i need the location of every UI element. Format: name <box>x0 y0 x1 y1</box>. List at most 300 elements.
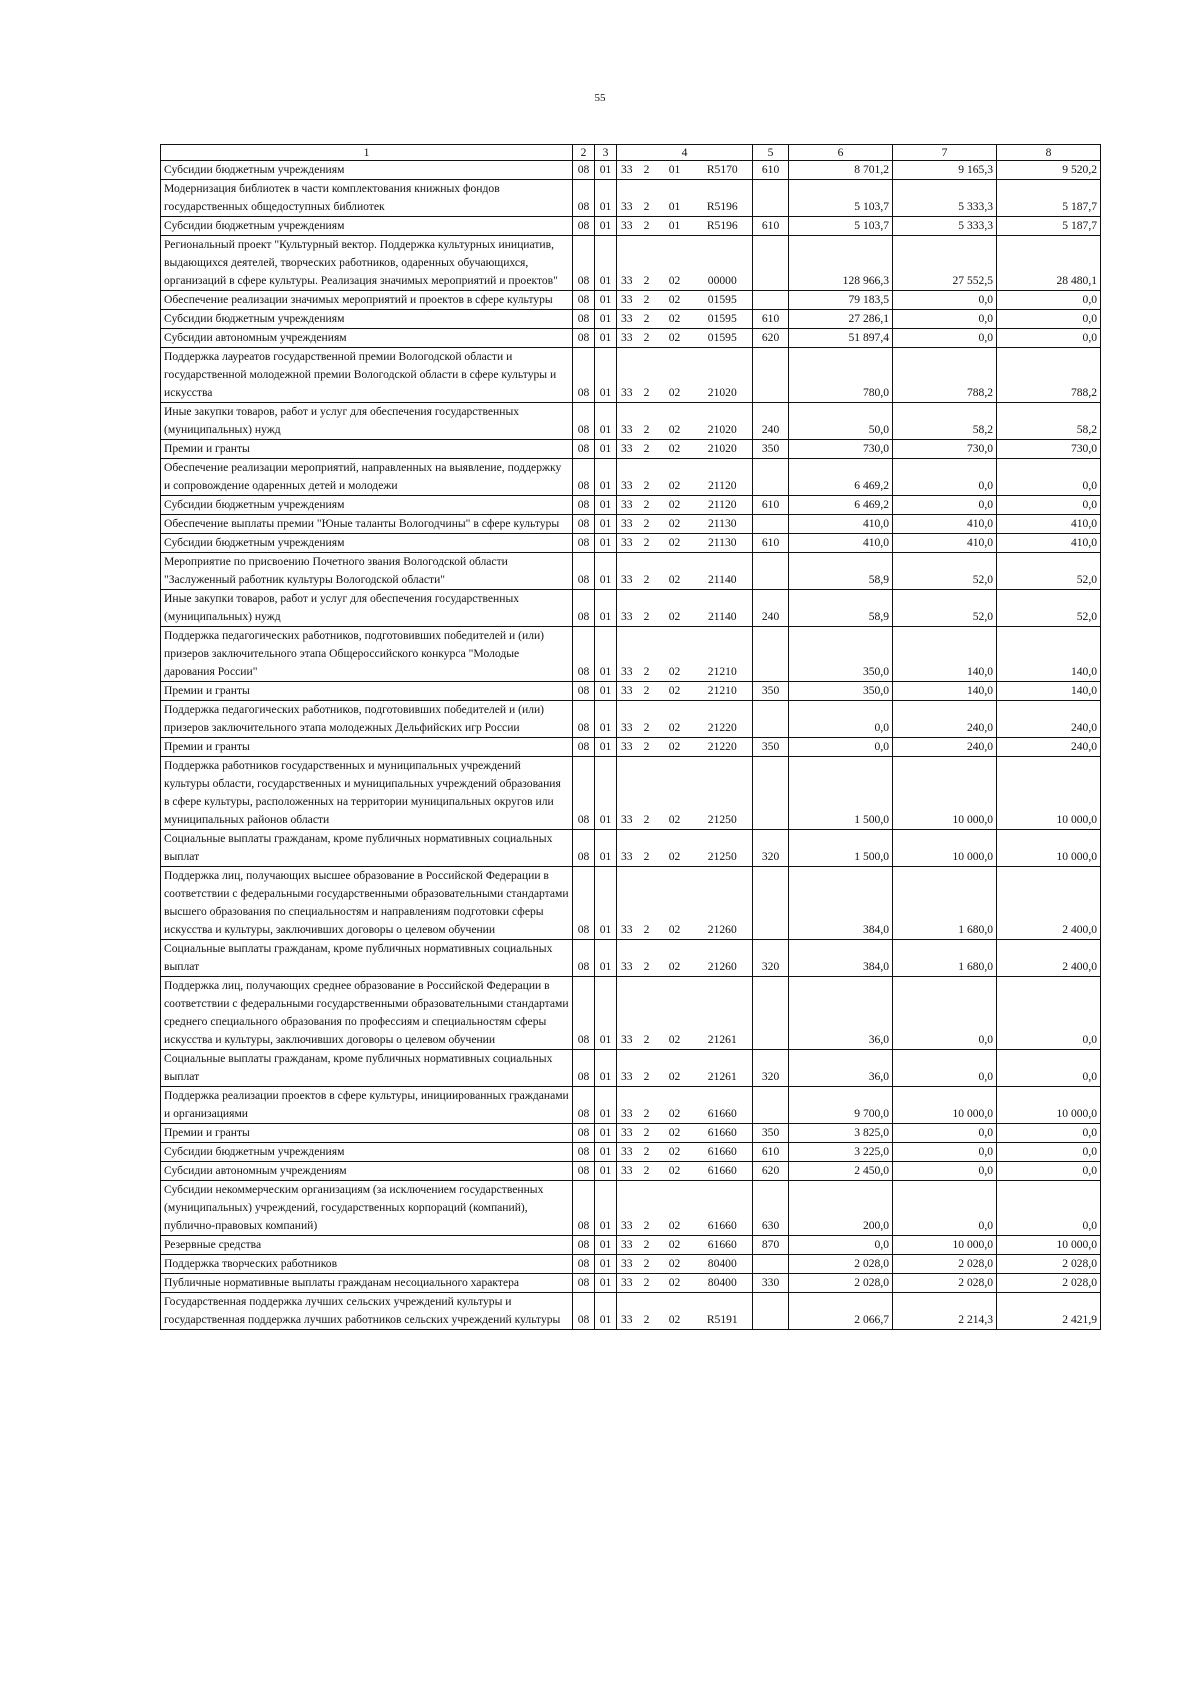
row-amount-3: 140,0 <box>997 627 1101 682</box>
row-direction: 21120 <box>693 496 753 515</box>
row-direction: 61660 <box>693 1124 753 1143</box>
row-amount-1: 350,0 <box>789 627 893 682</box>
row-amount-2: 52,0 <box>893 590 997 627</box>
row-program: 33 <box>617 310 637 329</box>
row-amount-1: 384,0 <box>789 867 893 940</box>
row-subsection: 01 <box>595 236 617 291</box>
column-header-8: 8 <box>997 145 1101 161</box>
row-amount-2: 1 680,0 <box>893 867 997 940</box>
row-section: 08 <box>573 348 595 403</box>
row-amount-3: 0,0 <box>997 496 1101 515</box>
row-program: 33 <box>617 515 637 534</box>
row-name: Премии и гранты <box>161 682 573 701</box>
row-subsection: 01 <box>595 440 617 459</box>
row-amount-3: 0,0 <box>997 1050 1101 1087</box>
row-expense-type <box>753 701 789 738</box>
row-name: Премии и гранты <box>161 738 573 757</box>
row-expense-type: 610 <box>753 310 789 329</box>
row-name: Премии и гранты <box>161 1124 573 1143</box>
row-amount-2: 9 165,3 <box>893 161 997 180</box>
row-subprogram: 2 <box>637 1255 657 1274</box>
table-row <box>161 217 1101 236</box>
row-amount-1: 0,0 <box>789 738 893 757</box>
row-direction: 80400 <box>693 1274 753 1293</box>
row-direction: 21260 <box>693 940 753 977</box>
row-amount-2: 10 000,0 <box>893 757 997 830</box>
row-amount-2: 10 000,0 <box>893 830 997 867</box>
row-subsection: 01 <box>595 1162 617 1181</box>
row-section: 08 <box>573 977 595 1050</box>
table-row <box>161 180 1101 217</box>
row-expense-type <box>753 348 789 403</box>
row-amount-1: 780,0 <box>789 348 893 403</box>
row-direction: 21020 <box>693 403 753 440</box>
row-amount-1: 200,0 <box>789 1181 893 1236</box>
row-name: Поддержка педагогических работников, подготовивших победителей и (или) призеров заключительного этапа молодежных Дельфийских игр России <box>161 701 573 738</box>
row-section: 08 <box>573 459 595 496</box>
row-subprogram: 2 <box>637 701 657 738</box>
row-name: Поддержка творческих работников <box>161 1255 573 1274</box>
row-amount-2: 0,0 <box>893 459 997 496</box>
row-expense-type: 330 <box>753 1274 789 1293</box>
row-subsection: 01 <box>595 1274 617 1293</box>
table-row <box>161 977 1101 1050</box>
row-amount-3: 240,0 <box>997 701 1101 738</box>
row-amount-1: 58,9 <box>789 590 893 627</box>
row-subprogram: 2 <box>637 1181 657 1236</box>
column-header-6: 6 <box>789 145 893 161</box>
column-header-1: 1 <box>161 145 573 161</box>
row-amount-2: 240,0 <box>893 701 997 738</box>
row-amount-1: 27 286,1 <box>789 310 893 329</box>
row-amount-3: 52,0 <box>997 553 1101 590</box>
row-subsection: 01 <box>595 161 617 180</box>
row-program: 33 <box>617 1236 637 1255</box>
row-program: 33 <box>617 161 637 180</box>
row-name: Субсидии бюджетным учреждениям <box>161 534 573 553</box>
row-expense-type: 610 <box>753 217 789 236</box>
row-amount-1: 50,0 <box>789 403 893 440</box>
row-section: 08 <box>573 682 595 701</box>
row-amount-2: 0,0 <box>893 310 997 329</box>
row-amount-3: 2 400,0 <box>997 940 1101 977</box>
row-subsection: 01 <box>595 459 617 496</box>
row-amount-3: 10 000,0 <box>997 757 1101 830</box>
row-expense-type <box>753 867 789 940</box>
row-program: 33 <box>617 403 637 440</box>
row-expense-type <box>753 459 789 496</box>
row-direction: 21210 <box>693 627 753 682</box>
row-program: 33 <box>617 1274 637 1293</box>
row-subprogram: 2 <box>637 496 657 515</box>
row-subsection: 01 <box>595 1236 617 1255</box>
table-row <box>161 940 1101 977</box>
row-amount-1: 2 028,0 <box>789 1255 893 1274</box>
row-project: 02 <box>657 627 693 682</box>
row-direction: 21020 <box>693 440 753 459</box>
row-name: Государственная поддержка лучших сельских учреждений культуры и государственная поддержка лучших работников сельских учреждений культуры <box>161 1293 573 1330</box>
table-row <box>161 161 1101 180</box>
row-expense-type <box>753 1255 789 1274</box>
table-row <box>161 440 1101 459</box>
row-subprogram: 2 <box>637 1274 657 1293</box>
row-amount-2: 240,0 <box>893 738 997 757</box>
row-amount-3: 9 520,2 <box>997 161 1101 180</box>
row-expense-type: 620 <box>753 1162 789 1181</box>
row-section: 08 <box>573 1236 595 1255</box>
row-expense-type: 350 <box>753 1124 789 1143</box>
row-name: Социальные выплаты гражданам, кроме публичных нормативных социальных выплат <box>161 1050 573 1087</box>
table-row <box>161 1050 1101 1087</box>
row-amount-2: 52,0 <box>893 553 997 590</box>
row-expense-type <box>753 180 789 217</box>
row-amount-1: 79 183,5 <box>789 291 893 310</box>
row-direction: 01595 <box>693 310 753 329</box>
row-direction: 00000 <box>693 236 753 291</box>
row-program: 33 <box>617 701 637 738</box>
row-amount-1: 5 103,7 <box>789 217 893 236</box>
row-subprogram: 2 <box>637 1087 657 1124</box>
table-row <box>161 1255 1101 1274</box>
row-amount-2: 410,0 <box>893 534 997 553</box>
row-expense-type: 320 <box>753 1050 789 1087</box>
table-row <box>161 682 1101 701</box>
row-project: 02 <box>657 1143 693 1162</box>
row-expense-type <box>753 757 789 830</box>
row-project: 02 <box>657 682 693 701</box>
row-subsection: 01 <box>595 515 617 534</box>
table-row <box>161 1181 1101 1236</box>
row-name: Субсидии бюджетным учреждениям <box>161 161 573 180</box>
row-program: 33 <box>617 627 637 682</box>
row-subprogram: 2 <box>637 1050 657 1087</box>
table-row <box>161 1143 1101 1162</box>
row-amount-2: 10 000,0 <box>893 1236 997 1255</box>
row-direction: 21140 <box>693 553 753 590</box>
row-project: 02 <box>657 1293 693 1330</box>
row-name: Поддержка реализации проектов в сфере культуры, инициированных гражданами и организациями <box>161 1087 573 1124</box>
row-amount-1: 730,0 <box>789 440 893 459</box>
row-amount-3: 0,0 <box>997 1124 1101 1143</box>
row-subprogram: 2 <box>637 1143 657 1162</box>
row-section: 08 <box>573 236 595 291</box>
row-subsection: 01 <box>595 701 617 738</box>
row-subprogram: 2 <box>637 310 657 329</box>
row-expense-type: 350 <box>753 440 789 459</box>
row-section: 08 <box>573 440 595 459</box>
row-subsection: 01 <box>595 496 617 515</box>
page-number: 55 <box>594 92 606 104</box>
row-subsection: 01 <box>595 534 617 553</box>
table-row <box>161 310 1101 329</box>
row-program: 33 <box>617 180 637 217</box>
row-program: 33 <box>617 236 637 291</box>
budget-table <box>160 144 1101 1330</box>
row-direction: 21260 <box>693 867 753 940</box>
row-subprogram: 2 <box>637 291 657 310</box>
row-project: 02 <box>657 1124 693 1143</box>
row-program: 33 <box>617 940 637 977</box>
row-direction: R5196 <box>693 217 753 236</box>
row-subprogram: 2 <box>637 236 657 291</box>
row-subsection: 01 <box>595 1143 617 1162</box>
row-amount-3: 0,0 <box>997 329 1101 348</box>
row-section: 08 <box>573 1124 595 1143</box>
row-amount-1: 36,0 <box>789 1050 893 1087</box>
row-project: 02 <box>657 1050 693 1087</box>
table-row <box>161 515 1101 534</box>
row-amount-1: 6 469,2 <box>789 496 893 515</box>
row-name: Субсидии бюджетным учреждениям <box>161 1143 573 1162</box>
row-expense-type: 350 <box>753 682 789 701</box>
row-direction: 21250 <box>693 757 753 830</box>
row-name: Обеспечение реализации значимых мероприятий и проектов в сфере культуры <box>161 291 573 310</box>
table-row <box>161 496 1101 515</box>
row-subsection: 01 <box>595 940 617 977</box>
row-expense-type: 610 <box>753 534 789 553</box>
row-project: 02 <box>657 496 693 515</box>
row-subsection: 01 <box>595 1181 617 1236</box>
row-program: 33 <box>617 459 637 496</box>
row-subprogram: 2 <box>637 867 657 940</box>
row-name: Поддержка лиц, получающих среднее образование в Российской Федерации в соответствии с федеральными государственными образовательными стандартами среднего специального образования по профессиям и специальностям сферы искусства и культуры, заключивших договоры о целевом обучении <box>161 977 573 1050</box>
row-amount-1: 2 450,0 <box>789 1162 893 1181</box>
table-row <box>161 1124 1101 1143</box>
row-name: Субсидии бюджетным учреждениям <box>161 217 573 236</box>
row-direction: 21250 <box>693 830 753 867</box>
row-amount-1: 9 700,0 <box>789 1087 893 1124</box>
row-amount-1: 350,0 <box>789 682 893 701</box>
row-direction: 21210 <box>693 682 753 701</box>
row-amount-2: 2 028,0 <box>893 1255 997 1274</box>
row-direction: 21020 <box>693 348 753 403</box>
table-row <box>161 403 1101 440</box>
row-direction: 80400 <box>693 1255 753 1274</box>
row-direction: 61660 <box>693 1236 753 1255</box>
row-expense-type <box>753 627 789 682</box>
row-program: 33 <box>617 1255 637 1274</box>
row-amount-1: 0,0 <box>789 1236 893 1255</box>
row-section: 08 <box>573 534 595 553</box>
row-section: 08 <box>573 1050 595 1087</box>
row-subprogram: 2 <box>637 217 657 236</box>
row-subsection: 01 <box>595 1124 617 1143</box>
row-direction: 61660 <box>693 1162 753 1181</box>
row-section: 08 <box>573 329 595 348</box>
row-subprogram: 2 <box>637 757 657 830</box>
row-subsection: 01 <box>595 830 617 867</box>
row-project: 02 <box>657 1087 693 1124</box>
row-name: Поддержка работников государственных и муниципальных учреждений культуры области, государственных и муниципальных учреждений образования в сфере культуры, расположенных на территории муниципальных округов или муниципальных районов области <box>161 757 573 830</box>
row-amount-2: 0,0 <box>893 1050 997 1087</box>
row-section: 08 <box>573 830 595 867</box>
row-subsection: 01 <box>595 1293 617 1330</box>
row-amount-3: 58,2 <box>997 403 1101 440</box>
table-row <box>161 867 1101 940</box>
row-amount-2: 0,0 <box>893 1124 997 1143</box>
row-section: 08 <box>573 1087 595 1124</box>
row-amount-2: 0,0 <box>893 1162 997 1181</box>
row-amount-1: 410,0 <box>789 515 893 534</box>
row-program: 33 <box>617 682 637 701</box>
row-subprogram: 2 <box>637 627 657 682</box>
row-project: 02 <box>657 1236 693 1255</box>
row-name: Модернизация библиотек в части комплектования книжных фондов государственных общедоступных библиотек <box>161 180 573 217</box>
row-amount-2: 0,0 <box>893 496 997 515</box>
row-project: 02 <box>657 867 693 940</box>
row-project: 02 <box>657 440 693 459</box>
row-section: 08 <box>573 496 595 515</box>
column-header-5: 5 <box>753 145 789 161</box>
row-section: 08 <box>573 403 595 440</box>
row-name: Обеспечение выплаты премии "Юные таланты Вологодчины" в сфере культуры <box>161 515 573 534</box>
row-amount-3: 2 400,0 <box>997 867 1101 940</box>
row-program: 33 <box>617 496 637 515</box>
row-amount-1: 8 701,2 <box>789 161 893 180</box>
table-row <box>161 1162 1101 1181</box>
row-project: 02 <box>657 459 693 496</box>
row-expense-type <box>753 977 789 1050</box>
row-program: 33 <box>617 217 637 236</box>
row-direction: 01595 <box>693 291 753 310</box>
row-subsection: 01 <box>595 1050 617 1087</box>
row-project: 02 <box>657 515 693 534</box>
row-amount-1: 6 469,2 <box>789 459 893 496</box>
row-project: 02 <box>657 940 693 977</box>
row-amount-1: 0,0 <box>789 701 893 738</box>
row-name: Субсидии автономным учреждениям <box>161 1162 573 1181</box>
table-row <box>161 701 1101 738</box>
row-amount-2: 0,0 <box>893 1181 997 1236</box>
row-subsection: 01 <box>595 310 617 329</box>
row-subprogram: 2 <box>637 940 657 977</box>
row-amount-2: 0,0 <box>893 1143 997 1162</box>
row-subprogram: 2 <box>637 682 657 701</box>
row-name: Субсидии бюджетным учреждениям <box>161 310 573 329</box>
row-amount-3: 10 000,0 <box>997 830 1101 867</box>
row-subprogram: 2 <box>637 403 657 440</box>
row-direction: 21140 <box>693 590 753 627</box>
table-row <box>161 738 1101 757</box>
table-row <box>161 1236 1101 1255</box>
row-program: 33 <box>617 553 637 590</box>
row-amount-2: 2 214,3 <box>893 1293 997 1330</box>
row-project: 02 <box>657 553 693 590</box>
row-subsection: 01 <box>595 291 617 310</box>
row-amount-1: 2 028,0 <box>789 1274 893 1293</box>
row-subprogram: 2 <box>637 348 657 403</box>
row-section: 08 <box>573 1162 595 1181</box>
row-subprogram: 2 <box>637 180 657 217</box>
row-section: 08 <box>573 1143 595 1162</box>
row-name: Поддержка педагогических работников, подготовивших победителей и (или) призеров заключительного этапа Общероссийского конкурса "Молодые дарования России" <box>161 627 573 682</box>
row-section: 08 <box>573 590 595 627</box>
row-subsection: 01 <box>595 977 617 1050</box>
row-name: Публичные нормативные выплаты гражданам несоциального характера <box>161 1274 573 1293</box>
row-amount-1: 51 897,4 <box>789 329 893 348</box>
row-section: 08 <box>573 1181 595 1236</box>
row-section: 08 <box>573 291 595 310</box>
column-header-4: 4 <box>617 145 753 161</box>
row-direction: 21130 <box>693 534 753 553</box>
row-subsection: 01 <box>595 403 617 440</box>
row-amount-3: 2 028,0 <box>997 1255 1101 1274</box>
row-expense-type: 630 <box>753 1181 789 1236</box>
table-row <box>161 757 1101 830</box>
row-direction: 61660 <box>693 1181 753 1236</box>
row-subprogram: 2 <box>637 440 657 459</box>
table-row <box>161 348 1101 403</box>
row-amount-3: 0,0 <box>997 1162 1101 1181</box>
row-amount-3: 410,0 <box>997 534 1101 553</box>
row-program: 33 <box>617 534 637 553</box>
row-program: 33 <box>617 590 637 627</box>
row-project: 01 <box>657 217 693 236</box>
row-amount-2: 5 333,3 <box>893 180 997 217</box>
row-subsection: 01 <box>595 682 617 701</box>
row-program: 33 <box>617 1124 637 1143</box>
row-subprogram: 2 <box>637 977 657 1050</box>
row-project: 01 <box>657 161 693 180</box>
row-subsection: 01 <box>595 738 617 757</box>
row-expense-type <box>753 1087 789 1124</box>
row-subprogram: 2 <box>637 1124 657 1143</box>
row-project: 02 <box>657 1162 693 1181</box>
row-project: 02 <box>657 291 693 310</box>
row-subprogram: 2 <box>637 515 657 534</box>
row-amount-1: 384,0 <box>789 940 893 977</box>
row-amount-1: 36,0 <box>789 977 893 1050</box>
row-amount-2: 140,0 <box>893 627 997 682</box>
row-project: 02 <box>657 236 693 291</box>
row-direction: 61660 <box>693 1087 753 1124</box>
row-name: Социальные выплаты гражданам, кроме публичных нормативных социальных выплат <box>161 940 573 977</box>
row-direction: 61660 <box>693 1143 753 1162</box>
row-section: 08 <box>573 1274 595 1293</box>
row-section: 08 <box>573 180 595 217</box>
row-program: 33 <box>617 1181 637 1236</box>
row-amount-3: 5 187,7 <box>997 217 1101 236</box>
row-subsection: 01 <box>595 1087 617 1124</box>
row-subprogram: 2 <box>637 534 657 553</box>
row-amount-3: 240,0 <box>997 738 1101 757</box>
row-amount-2: 0,0 <box>893 291 997 310</box>
row-program: 33 <box>617 867 637 940</box>
row-section: 08 <box>573 553 595 590</box>
row-program: 33 <box>617 1143 637 1162</box>
row-expense-type: 610 <box>753 161 789 180</box>
row-amount-2: 410,0 <box>893 515 997 534</box>
row-amount-3: 5 187,7 <box>997 180 1101 217</box>
row-section: 08 <box>573 217 595 236</box>
row-amount-1: 410,0 <box>789 534 893 553</box>
row-name: Премии и гранты <box>161 440 573 459</box>
row-direction: 01595 <box>693 329 753 348</box>
row-subprogram: 2 <box>637 738 657 757</box>
row-subsection: 01 <box>595 329 617 348</box>
row-program: 33 <box>617 1162 637 1181</box>
row-name: Иные закупки товаров, работ и услуг для обеспечения государственных (муниципальных) нужд <box>161 403 573 440</box>
row-subprogram: 2 <box>637 1236 657 1255</box>
row-name: Региональный проект "Культурный вектор. Поддержка культурных инициатив, выдающихся деятелей, творческих работников, одаренных обучающихся, организаций в сфере культуры. Реализация значимых мероприятий и проектов" <box>161 236 573 291</box>
row-section: 08 <box>573 515 595 534</box>
row-name: Поддержка лауреатов государственной премии Вологодской области и государственной молодежной премии Вологодской области в сфере культуры и искусства <box>161 348 573 403</box>
table-row <box>161 534 1101 553</box>
row-section: 08 <box>573 757 595 830</box>
row-program: 33 <box>617 1087 637 1124</box>
row-amount-2: 58,2 <box>893 403 997 440</box>
row-name: Обеспечение реализации мероприятий, направленных на выявление, поддержку и сопровождение одаренных детей и молодежи <box>161 459 573 496</box>
